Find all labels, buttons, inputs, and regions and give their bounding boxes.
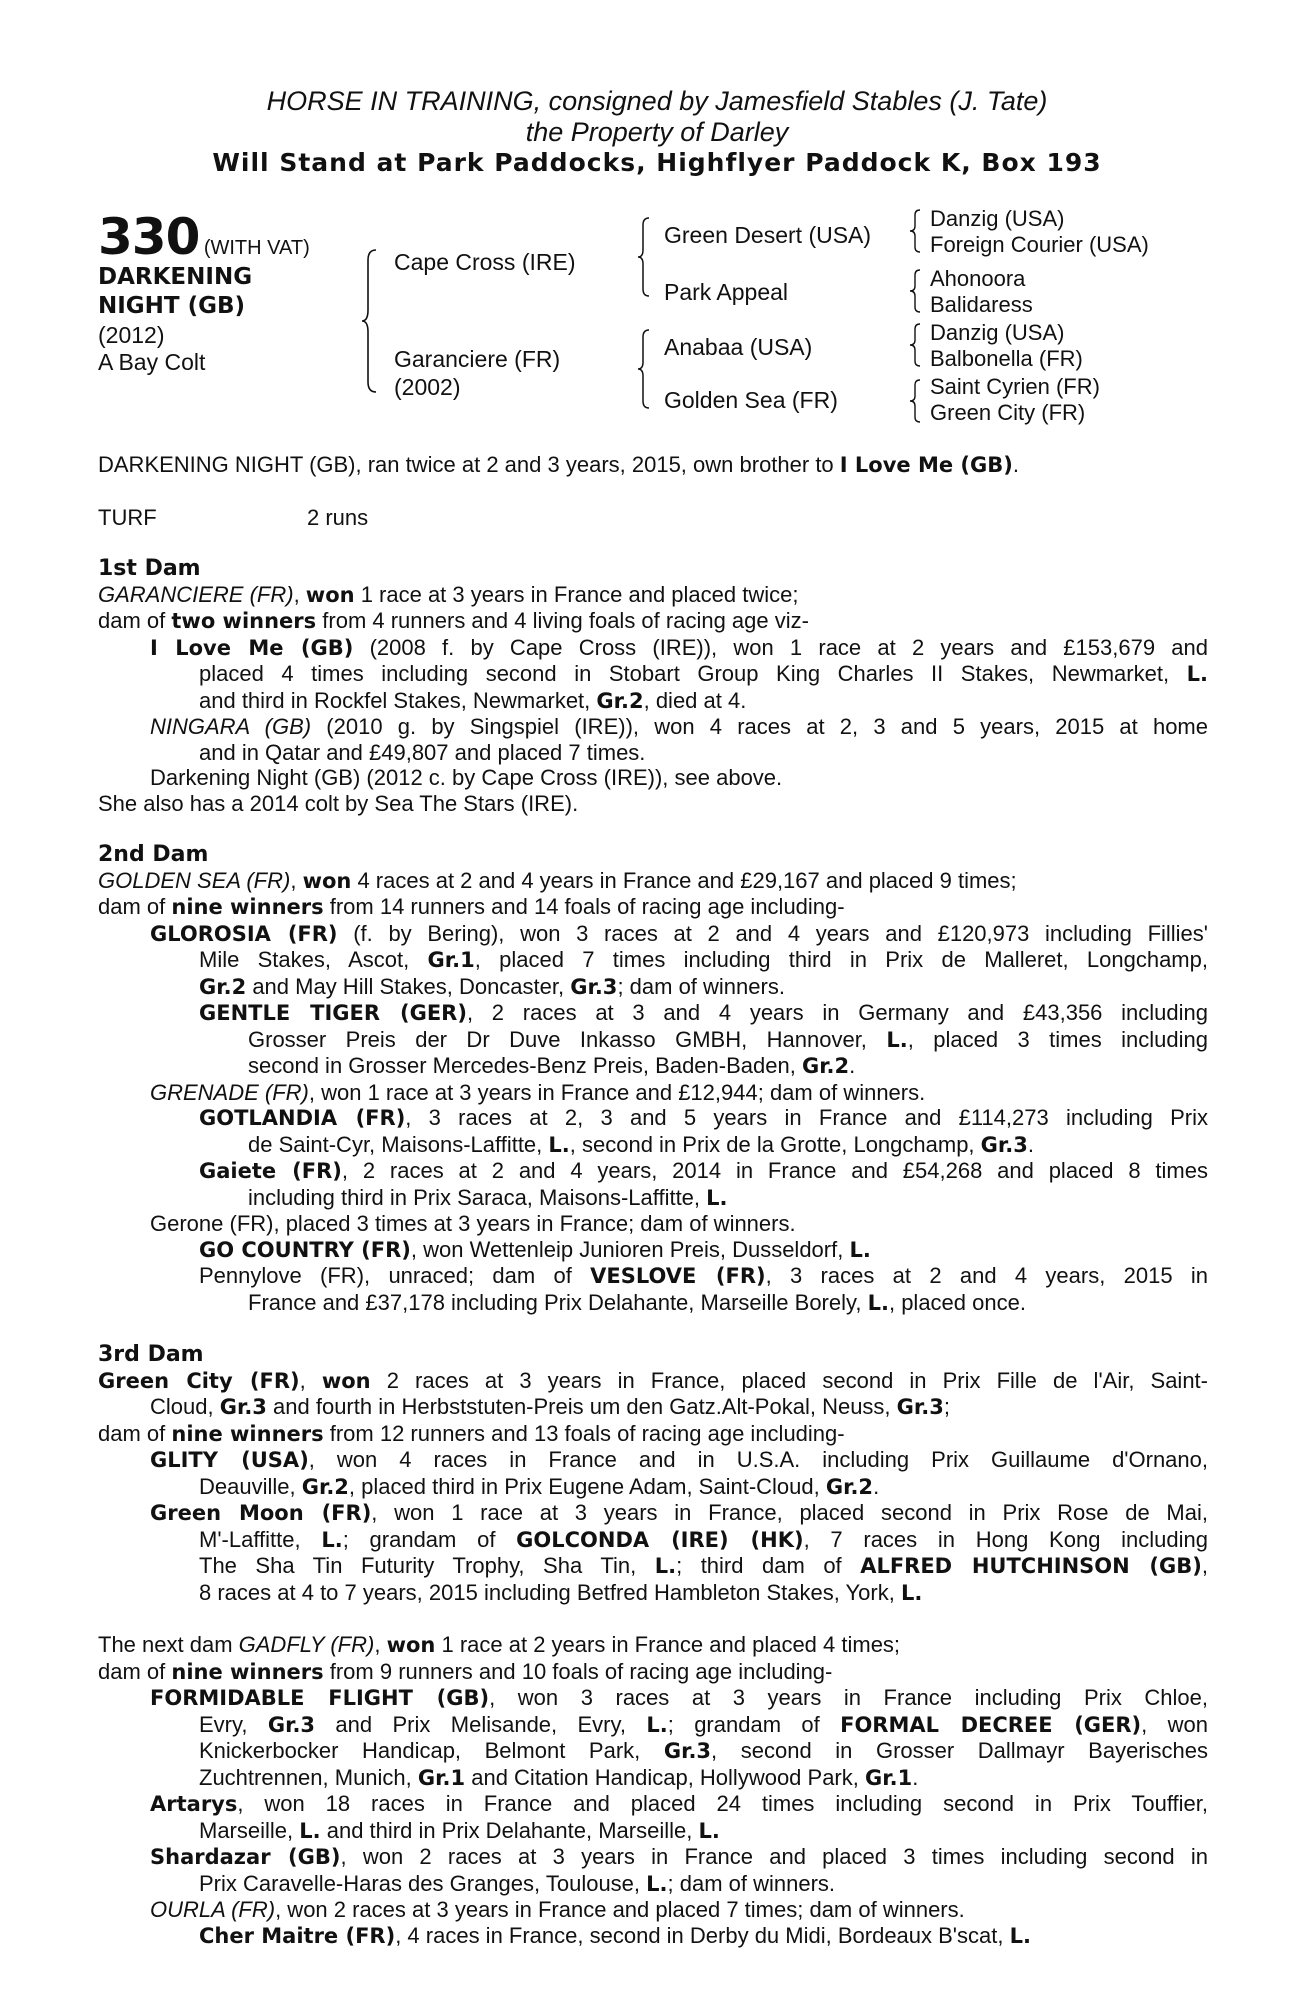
third-dam-line: Green Moon (FR), won 1 race at 3 years in France, placed second in Prix Rose de Mai, xyxy=(150,1500,1208,1525)
pedigree-sire: Cape Cross (IRE) xyxy=(394,249,576,275)
pedigree-dam: Garanciere (FR) xyxy=(394,346,561,372)
pedigree-sire-sire: Green Desert (USA) xyxy=(664,222,872,248)
property-line: the Property of Darley xyxy=(525,117,789,147)
pedigree-brace-ds xyxy=(908,322,922,368)
second-dam-line: GRENADE (FR), won 1 race at 3 years in France and £12,944; dam of winners. xyxy=(150,1079,926,1105)
second-dam-heading: 2nd Dam xyxy=(98,842,209,867)
pedigree-sds: Ahonoora xyxy=(930,266,1026,291)
first-dam-line: She also has a 2014 colt by Sea The Stars (IRE). xyxy=(98,790,579,816)
pedigree-brace-main xyxy=(360,248,380,394)
pedigree-brace-sd xyxy=(908,268,922,314)
race-record xyxy=(98,505,1208,531)
second-dam-line: Pennylove (FR), unraced; dam of VESLOVE (FR), 3 races at 2 and 4 years, 2015 in xyxy=(199,1263,1209,1288)
next-dam-line: Cher Maitre (FR), 4 races in France, second in Derby du Midi, Bordeaux B'scat, L. xyxy=(199,1922,1031,1948)
third-dam-section xyxy=(98,1342,1208,1606)
pedigree-sss: Danzig (USA) xyxy=(930,206,1065,231)
third-dam-line: Deauville, Gr.2, placed third in Prix Eugene Adam, Saint-Cloud, Gr.2. xyxy=(199,1473,880,1499)
second-dam-line: France and £37,178 including Prix Delahante, Marseille Borely, L., placed once. xyxy=(248,1289,1026,1315)
pedigree-ddd: Green City (FR) xyxy=(930,400,1086,425)
next-dam-line: Artarys, won 18 races in France and placed 24 times including second in Prix Touffier, xyxy=(150,1791,1208,1816)
second-dam-line: Gr.2 and May Hill Stakes, Doncaster, Gr.3; dam of winners. xyxy=(199,973,785,999)
second-dam-line: second in Grosser Mercedes-Benz Preis, Baden-Baden, Gr.2. xyxy=(248,1053,856,1078)
third-dam-line: Green City (FR), won 2 races at 3 years in France, placed second in Prix Fille de l'Air, Saint- xyxy=(98,1367,1208,1393)
pedigree-sdd: Balidaress xyxy=(930,292,1033,317)
second-dam-line: Mile Stakes, Ascot, Gr.1, placed 7 times including third in Prix de Malleret, Longchamp, xyxy=(199,947,1208,972)
pedigree-dds: Saint Cyrien (FR) xyxy=(930,374,1100,399)
second-dam-line: Gaiete (FR), 2 races at 2 and 4 years, 2014 in France and £54,268 and placed 8 times xyxy=(199,1158,1208,1183)
first-dam-line: placed 4 times including second in Stobart Group King Charles II Stakes, Newmarket, L. xyxy=(199,661,1208,686)
next-dam-line: The next dam GADFLY (FR), won 1 race at 2 years in France and placed 4 times; xyxy=(98,1632,901,1657)
dam-name: GARANCIERE (FR) xyxy=(98,581,294,607)
next-dam-line: Knickerbocker Handicap, Belmont Park, Gr.3, second in Grosser Dallmayr Bayerisches xyxy=(199,1738,1208,1763)
horse-name-line2: NIGHT (GB) xyxy=(98,293,246,319)
pedigree-brace-sire xyxy=(636,216,652,298)
third-dam-line: M'-Laffitte, L.; grandam of GOLCONDA (IRE) (HK), 7 races in Hong Kong including xyxy=(199,1526,1208,1552)
lot-number: 330 xyxy=(98,208,200,266)
stand-location-line: Will Stand at Park Paddocks, Highflyer Paddock K, Box 193 xyxy=(212,148,1102,177)
progeny-name: I Love Me (GB) xyxy=(150,635,354,660)
third-dam-line: GLITY (USA), won 4 races in France and in U.S.A. including Prix Guillaume d'Ornano, xyxy=(150,1447,1208,1472)
intro-text: DARKENING NIGHT (GB), ran twice at 2 and 3 years, 2015, own brother to xyxy=(98,452,840,477)
horse-description: A Bay Colt xyxy=(98,349,206,375)
first-dam-line: dam of two winners from 4 runners and 4 living foals of racing age viz- xyxy=(98,608,809,633)
second-dam-line: GENTLE TIGER (GER), 2 races at 3 and 4 years in Germany and £43,356 including xyxy=(199,1000,1208,1025)
first-dam-line: NINGARA (GB) (2010 g. by Singspiel (IRE)), won 4 races at 2, 3 and 5 years, 2015 at home xyxy=(150,714,1208,739)
next-dam-line: Evry, Gr.3 and Prix Melisande, Evry, L.; grandam of FORMAL DECREE (GER), won xyxy=(199,1711,1208,1737)
next-dam-line: OURLA (FR), won 2 races at 3 years in France and placed 7 times; dam of winners. xyxy=(150,1897,965,1922)
next-dam-line: Shardazar (GB), won 2 races at 3 years in France and placed 3 times including second in xyxy=(150,1844,1208,1869)
next-dam-line: FORMIDABLE FLIGHT (GB), won 3 races at 3 years in France including Prix Chloe, xyxy=(150,1685,1208,1710)
first-dam-line: Darkening Night (GB) (2012 c. by Cape Cross (IRE)), see above. xyxy=(150,765,783,790)
catalogue-body xyxy=(98,452,1208,1949)
next-dam-line: dam of nine winners from 9 runners and 10 foals of racing age including- xyxy=(98,1658,833,1684)
second-dam-line: GOTLANDIA (FR), 3 races at 2, 3 and 5 years in France and £114,273 including Prix xyxy=(199,1105,1208,1130)
pedigree-sire-dam: Park Appeal xyxy=(664,279,789,305)
pedigree-dam-dam: Golden Sea (FR) xyxy=(664,387,838,413)
pedigree-dsd: Balbonella (FR) xyxy=(930,346,1083,371)
second-dam-line: GOLDEN SEA (FR), won 4 races at 2 and 4 years in France and £29,167 and placed 9 times; xyxy=(98,867,1017,893)
pedigree-brace-ss xyxy=(908,208,922,254)
second-dam-line: dam of nine winners from 14 runners and 14 foals of racing age including- xyxy=(98,894,845,919)
first-dam-line: I Love Me (GB) (2008 f. by Cape Cross (IRE)), won 1 race at 2 years and £153,679 and xyxy=(150,634,1208,660)
first-dam-heading: 1st Dam xyxy=(98,556,201,581)
next-dam-line: Prix Caravelle-Haras des Granges, Toulouse, L.; dam of winners. xyxy=(199,1870,836,1896)
record-surface: TURF xyxy=(98,504,157,530)
second-dam-line: GO COUNTRY (FR), won Wettenleip Junioren Preis, Dusseldorf, L. xyxy=(199,1236,871,1262)
own-brother-name: I Love Me (GB) xyxy=(839,453,1013,477)
pedigree-brace-dam xyxy=(636,328,652,410)
first-dam-section xyxy=(98,556,1208,816)
third-dam-line: Cloud, Gr.3 and fourth in Herbststuten-Preis um den Gatz.Alt-Pokal, Neuss, Gr.3; xyxy=(150,1394,950,1419)
next-dam-line: Zuchtrennen, Munich, Gr.1 and Citation Handicap, Hollywood Park, Gr.1. xyxy=(199,1764,919,1790)
pedigree-brace-dd xyxy=(908,378,922,424)
third-dam-heading: 3rd Dam xyxy=(98,1342,204,1367)
third-dam-line: dam of nine winners from 12 runners and 13 foals of racing age including- xyxy=(98,1420,845,1446)
pedigree-dss: Danzig (USA) xyxy=(930,320,1065,345)
intro-end: . xyxy=(1012,452,1019,477)
first-dam-line: and in Qatar and £49,807 and placed 7 times. xyxy=(199,739,646,765)
progeny-name: NINGARA (GB) xyxy=(150,714,312,739)
third-dam-line: The Sha Tin Futurity Trophy, Sha Tin, L.; third dam of ALFRED HUTCHINSON (GB), xyxy=(199,1553,1208,1578)
second-dam-line: Gerone (FR), placed 3 times at 3 years in France; dam of winners. xyxy=(150,1211,796,1236)
third-dam-line: 8 races at 4 to 7 years, 2015 including Betfred Hambleton Stakes, York, L. xyxy=(199,1579,923,1605)
pedigree-dam-sire: Anabaa (USA) xyxy=(664,334,813,360)
record-runs: 2 runs xyxy=(307,504,369,530)
lot-number-row xyxy=(98,208,310,266)
horse-name-line1: DARKENING xyxy=(98,264,253,290)
next-dam-line: Marseille, L. and third in Prix Delahante, Marseille, L. xyxy=(199,1817,720,1843)
second-dam-line: including third in Prix Saraca, Maisons-Laffitte, L. xyxy=(248,1184,728,1210)
second-dam-line: Grosser Preis der Dr Duve Inkasso GMBH, Hannover, L., placed 3 times including xyxy=(248,1026,1208,1052)
intro-line xyxy=(98,452,1208,479)
foaling-year: (2012) xyxy=(98,322,165,348)
second-dam-line: GLOROSIA (FR) (f. by Bering), won 3 races at 2 and 4 years and £120,973 including Fillies' xyxy=(150,920,1208,946)
pedigree-ssd: Foreign Courier (USA) xyxy=(930,232,1149,257)
second-dam-section xyxy=(98,842,1208,1316)
next-dam-section xyxy=(98,1632,1208,1949)
vat-label: (WITH VAT) xyxy=(203,237,310,259)
first-dam-line: and third in Rockfel Stakes, Newmarket, Gr.2, died at 4. xyxy=(199,687,747,713)
first-dam-line: GARANCIERE (FR), won 1 race at 3 years in France and placed twice; xyxy=(98,581,799,607)
pedigree-dam-year: (2002) xyxy=(394,374,461,400)
second-dam-line: de Saint-Cyr, Maisons-Laffitte, L., second in Prix de la Grotte, Longchamp, Gr.3. xyxy=(248,1131,1034,1157)
consignor-line: HORSE IN TRAINING, consigned by Jamesfield Stables (J. Tate) xyxy=(266,86,1048,116)
